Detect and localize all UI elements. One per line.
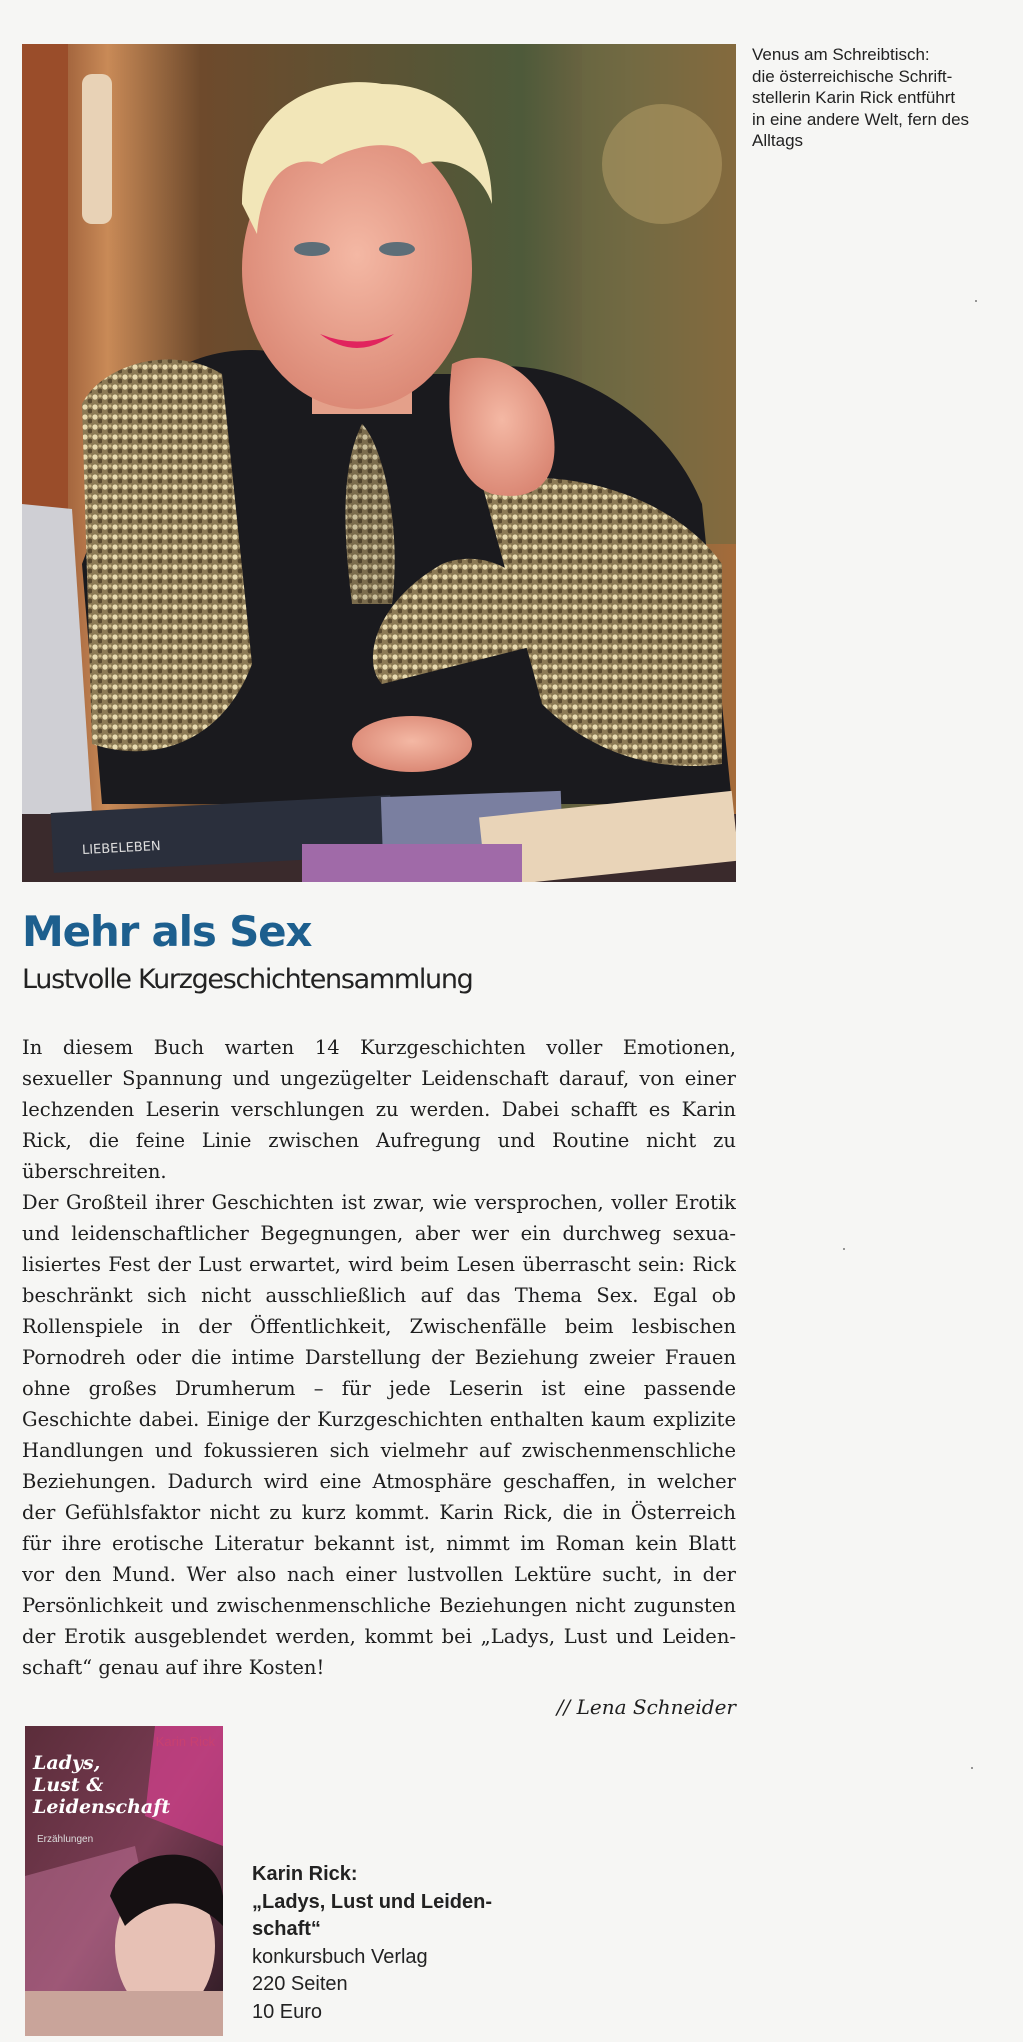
body-text-line: der Erotik ausgeblendet werden, kommt bei „Ladys, Lust und Leiden- [22, 1625, 736, 1648]
body-text-line: der Gefühlsfaktor nicht zu kurz kommt. Karin Rick, die in Österreich [22, 1501, 736, 1524]
body-text-line: Persönlichkeit und zwischenmenschliche Beziehungen nicht zugunsten [22, 1594, 736, 1617]
desk-book-spine: LIEBELEBEN [81, 838, 162, 859]
scan-speck [843, 1248, 845, 1250]
body-text-line: vor den Mund. Wer also nach einer lustvollen Lektüre sucht, in der [22, 1563, 736, 1586]
caption-line: die österreichische Schrift- [752, 66, 953, 86]
body-text-line: schaft“ genau auf ihre Kosten! [22, 1656, 325, 1679]
book-info [252, 1861, 552, 2026]
author-byline: // Lena Schneider [556, 1695, 736, 1719]
article-headline: Mehr als Sex [22, 907, 312, 956]
caption-line: stellerin Karin Rick entführt [752, 88, 956, 107]
body-text-line: lechzenden Leserin verschlungen zu werden. Dabei schafft es Karin [22, 1098, 736, 1121]
body-text-line: überschreiten. [22, 1160, 167, 1183]
book-title-line: schaft“ [252, 1918, 321, 1940]
portrait-photo [22, 44, 736, 882]
book-price: 10 Euro [252, 2000, 323, 2023]
body-text-line: Der Großteil ihrer Geschichten ist zwar, wie versprochen, voller Erotik [22, 1191, 736, 1214]
body-text-line: Rollenspiele in der Öffentlichkeit, Zwischenfälle beim lesbischen [22, 1315, 736, 1338]
book-title-line: „Ladys, Lust und Leiden- [252, 1890, 493, 1913]
body-text-line: ohne großes Drumherum – für jede Leserin ist eine passende [22, 1377, 736, 1400]
body-text-line: Rick, die feine Linie zwischen Aufregung und Routine nicht zu [22, 1129, 736, 1152]
body-text-line: beschränkt sich nicht ausschließlich auf das Thema Sex. Egal ob [22, 1284, 736, 1307]
body-text-line: für ihre erotische Literatur bekannt ist, nimmt im Roman kein Blatt [22, 1532, 736, 1555]
body-text-line: Pornodreh oder die intime Darstellung der Beziehung zweier Frauen [22, 1346, 736, 1369]
cover-title-line: Leidenschaft [33, 1796, 171, 1818]
book-cover [25, 1726, 223, 2036]
article-subhead: Lustvolle Kurzgeschichtensammlung [22, 964, 473, 995]
scan-speck [975, 300, 977, 302]
body-text-line: und leidenschaftlicher Begegnungen, aber wer ein durchweg sexua- [22, 1222, 736, 1245]
body-text-line: Handlungen und fokussieren sich vielmehr auf zwischenmenschliche [22, 1439, 736, 1462]
cover-title-line: Ladys, [33, 1752, 101, 1774]
caption-line: in eine andere Welt, fern des [752, 109, 970, 129]
body-text-line: Beziehungen. Dadurch wird eine Atmosphäre geschaffen, in welcher [22, 1470, 736, 1493]
scan-speck [971, 1767, 973, 1769]
cover-title-line: Lust & [33, 1774, 104, 1796]
body-text-line: sexueller Spannung und ungezügelter Leidenschaft darauf, von einer [22, 1067, 736, 1090]
body-text-line: lisiertes Fest der Lust erwartet, wird beim Lesen überrascht sein: Rick [22, 1253, 736, 1276]
body-text-line: Geschichte dabei. Einige der Kurzgeschichten enthalten kaum explizite [22, 1408, 736, 1431]
article-body [22, 1032, 736, 1683]
book-author: Karin Rick: [252, 1863, 358, 1885]
cover-author: Karin Rick [155, 1734, 215, 1749]
author-photo [22, 44, 736, 882]
cover-title [33, 1752, 218, 1818]
caption-line: Venus am Schreibtisch: [752, 45, 930, 64]
book-publisher: konkursbuch Verlag [252, 1945, 428, 1968]
book-pages: 220 Seiten [252, 1973, 348, 1995]
caption-line: Alltags [752, 131, 804, 150]
cover-genre: Erzählungen [37, 1834, 94, 1845]
photo-caption [752, 44, 1002, 152]
body-text-line: In diesem Buch warten 14 Kurzgeschichten voller Emotionen, [22, 1036, 736, 1059]
